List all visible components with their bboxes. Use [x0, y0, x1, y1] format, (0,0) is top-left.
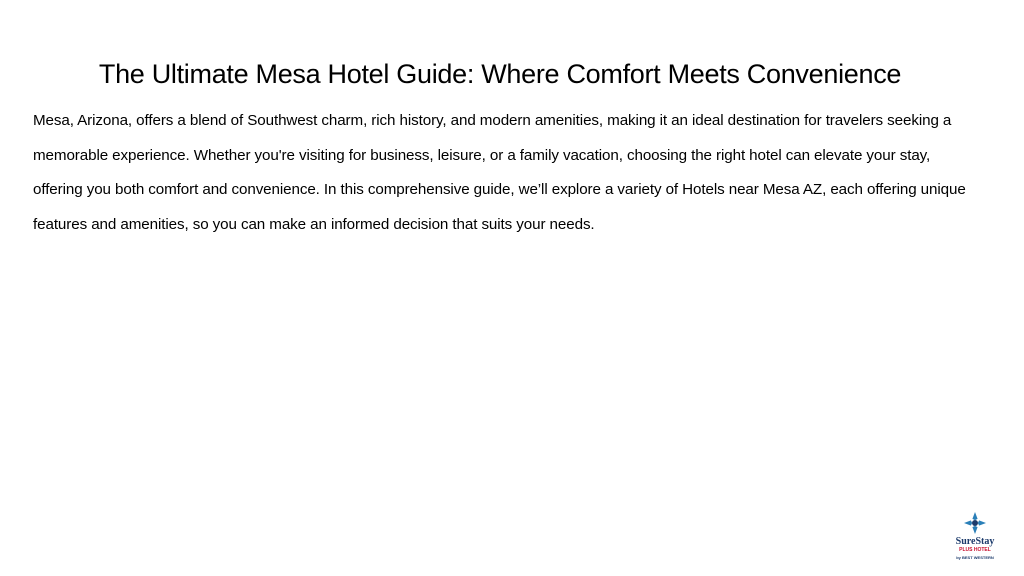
- logo-sub-brand: PLUS HOTEL: [959, 547, 991, 553]
- slide-paragraph: Mesa, Arizona, offers a blend of Southwest charm, rich history, and modern amenities, making it an ideal destination for travelers seeking a memorable experience. Whether you're visiting for business, leisure, or a family vacation, choosing the right hotel can elevate your stay, offering you both comfort and convenience. In this comprehensive guide, we’ll explore a variety of Hotels near Mesa AZ, each offering unique features and amenities, so you can make an informed decision that suits your needs.: [33, 112, 966, 233]
- surestay-logo: [950, 510, 1000, 566]
- logo-brand-name: SureStay: [955, 536, 995, 547]
- logo-tagline: by BEST WESTERN: [956, 555, 994, 560]
- slide-title: The Ultimate Mesa Hotel Guide: Where Comfort Meets Convenience: [98, 59, 902, 89]
